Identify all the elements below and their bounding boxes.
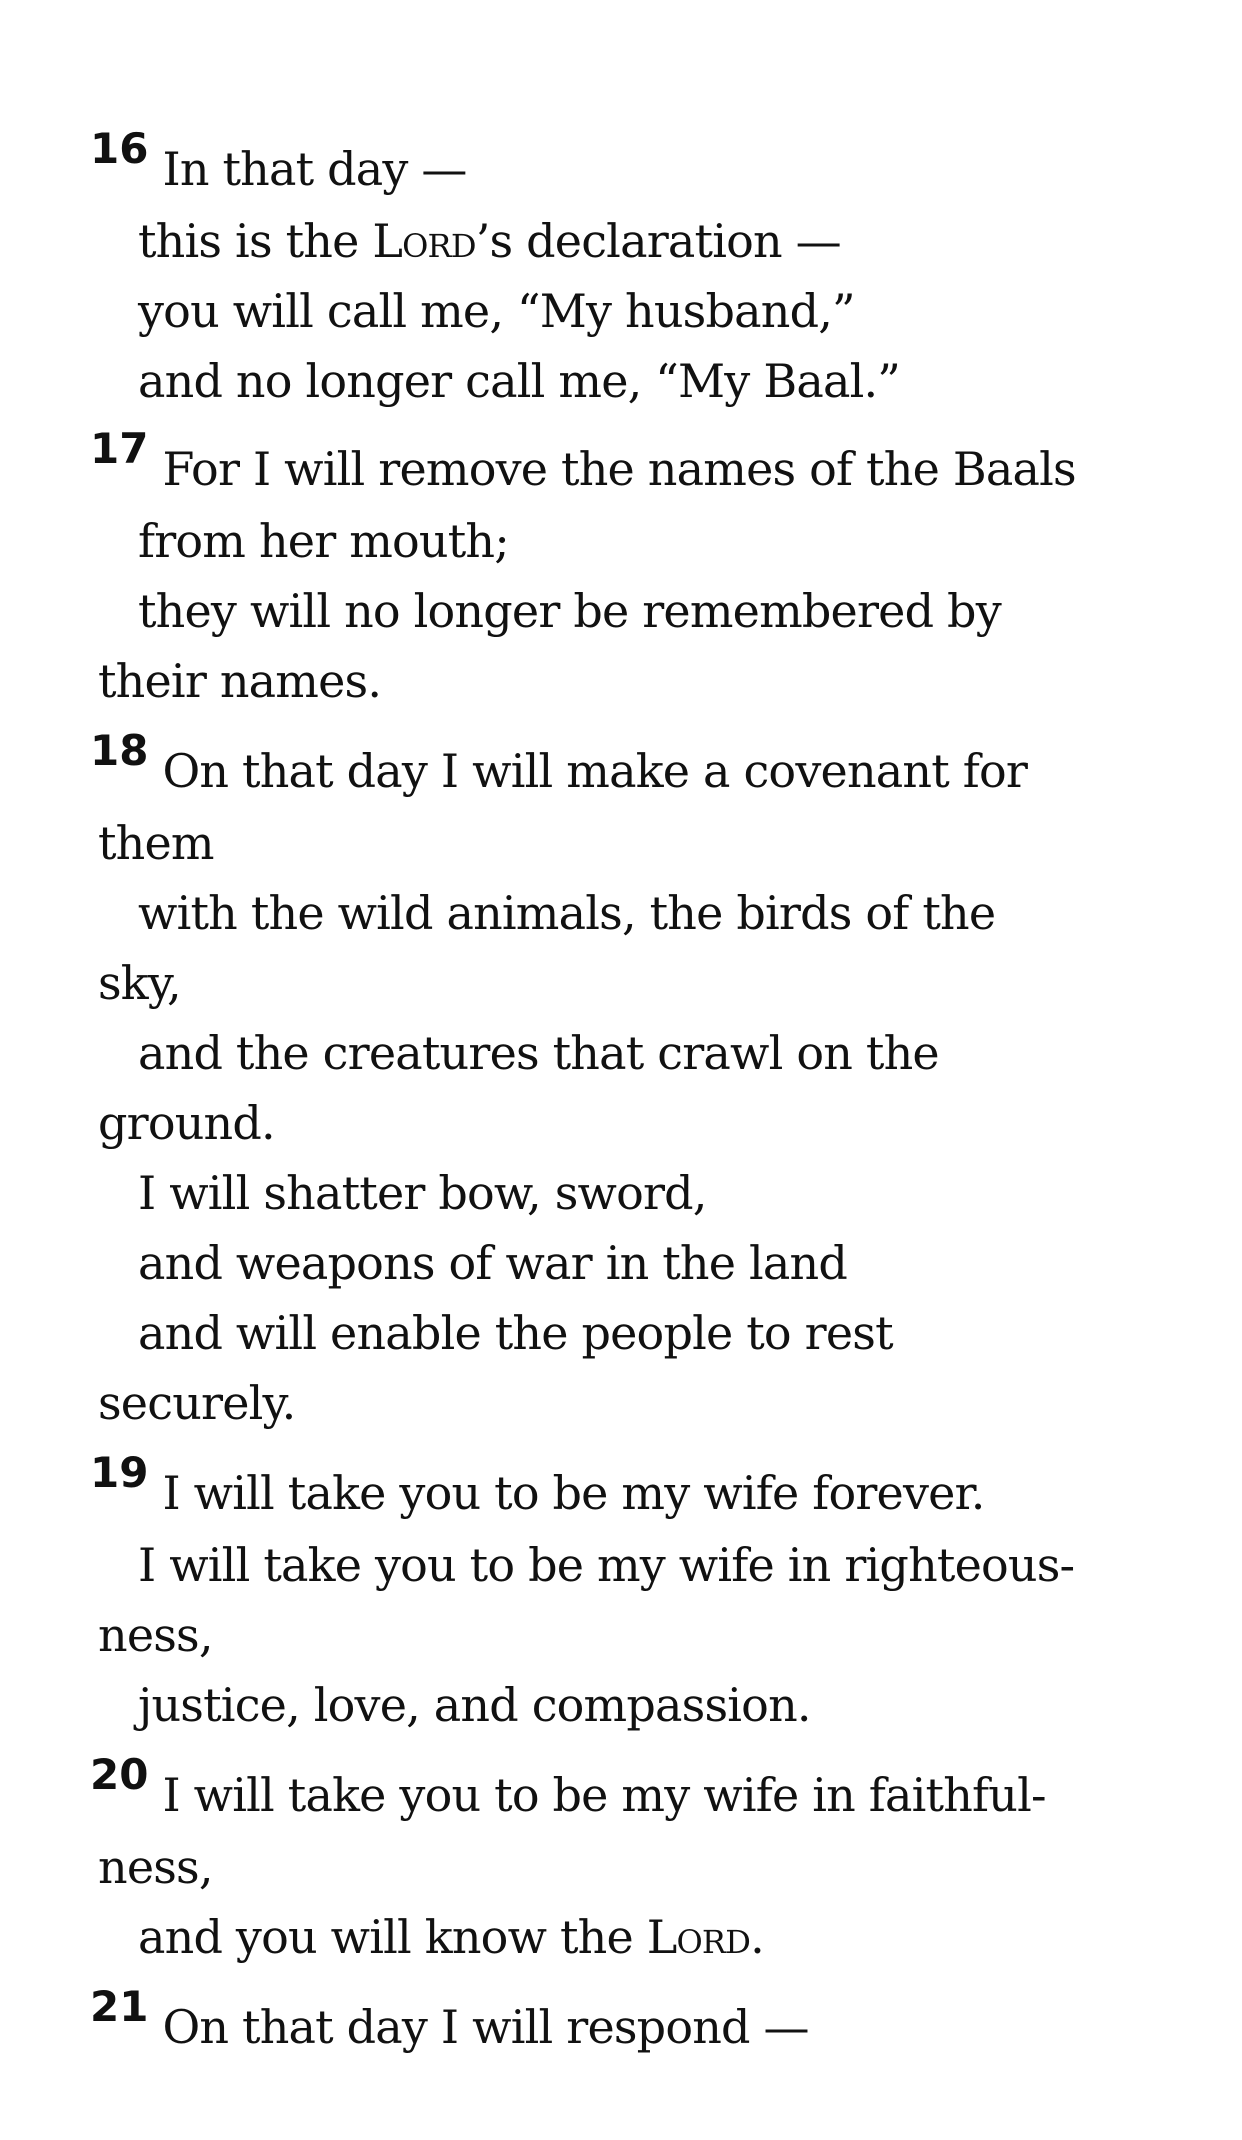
verse-20-line-3: and you will know the Lord. xyxy=(138,1910,764,1964)
verse-20-line-2: ness, xyxy=(98,1840,213,1894)
verse-number: 18 xyxy=(90,726,149,775)
verse-18-line-7: I will shatter bow, sword, xyxy=(138,1166,707,1220)
verse-18-line-2: them xyxy=(98,816,214,870)
verse-20-line-1: 20 I will take you to be my wife in faithful- xyxy=(90,1750,1046,1822)
verse-19-line-2: I will take you to be my wife in righteous- xyxy=(138,1538,1075,1592)
verse-17-line-2: from her mouth; xyxy=(138,514,509,568)
verse-number: 21 xyxy=(90,1982,149,2031)
verse-17-line-1: 17 For I will remove the names of the Baals xyxy=(90,424,1076,496)
verse-17-line-4: their names. xyxy=(98,654,382,708)
verse-16-line-3: you will call me, “My husband,” xyxy=(138,284,855,338)
verse-18-line-3: with the wild animals, the birds of the xyxy=(138,886,996,940)
verse-16-line-4: and no longer call me, “My Baal.” xyxy=(138,354,901,408)
verse-number: 19 xyxy=(90,1448,149,1497)
verse-18-line-8: and weapons of war in the land xyxy=(138,1236,848,1290)
verse-number: 20 xyxy=(90,1750,149,1799)
verse-19-line-1: 19 I will take you to be my wife forever. xyxy=(90,1448,985,1520)
verse-18-line-4: sky, xyxy=(98,956,181,1010)
verse-16-line-2: this is the Lord’s declaration — xyxy=(138,214,841,268)
verse-18-line-9: and will enable the people to rest xyxy=(138,1306,893,1360)
verse-18-line-1: 18 On that day I will make a covenant for xyxy=(90,726,1028,798)
divine-name: Lord xyxy=(646,1910,751,1964)
verse-18-line-6: ground. xyxy=(98,1096,275,1150)
divine-name: Lord xyxy=(372,214,476,268)
verse-number: 17 xyxy=(90,424,149,473)
verse-17-line-3: they will no longer be remembered by xyxy=(138,584,1001,638)
verse-18-line-10: securely. xyxy=(98,1376,296,1430)
verse-19-line-3: ness, xyxy=(98,1608,213,1662)
verse-19-line-4: justice, love, and compassion. xyxy=(138,1678,811,1732)
verse-number: 16 xyxy=(90,124,149,173)
verse-16-line-1: 16 In that day — xyxy=(90,124,467,196)
verse-21-line-1: 21 On that day I will respond — xyxy=(90,1982,809,2054)
verse-18-line-5: and the creatures that crawl on the xyxy=(138,1026,939,1080)
